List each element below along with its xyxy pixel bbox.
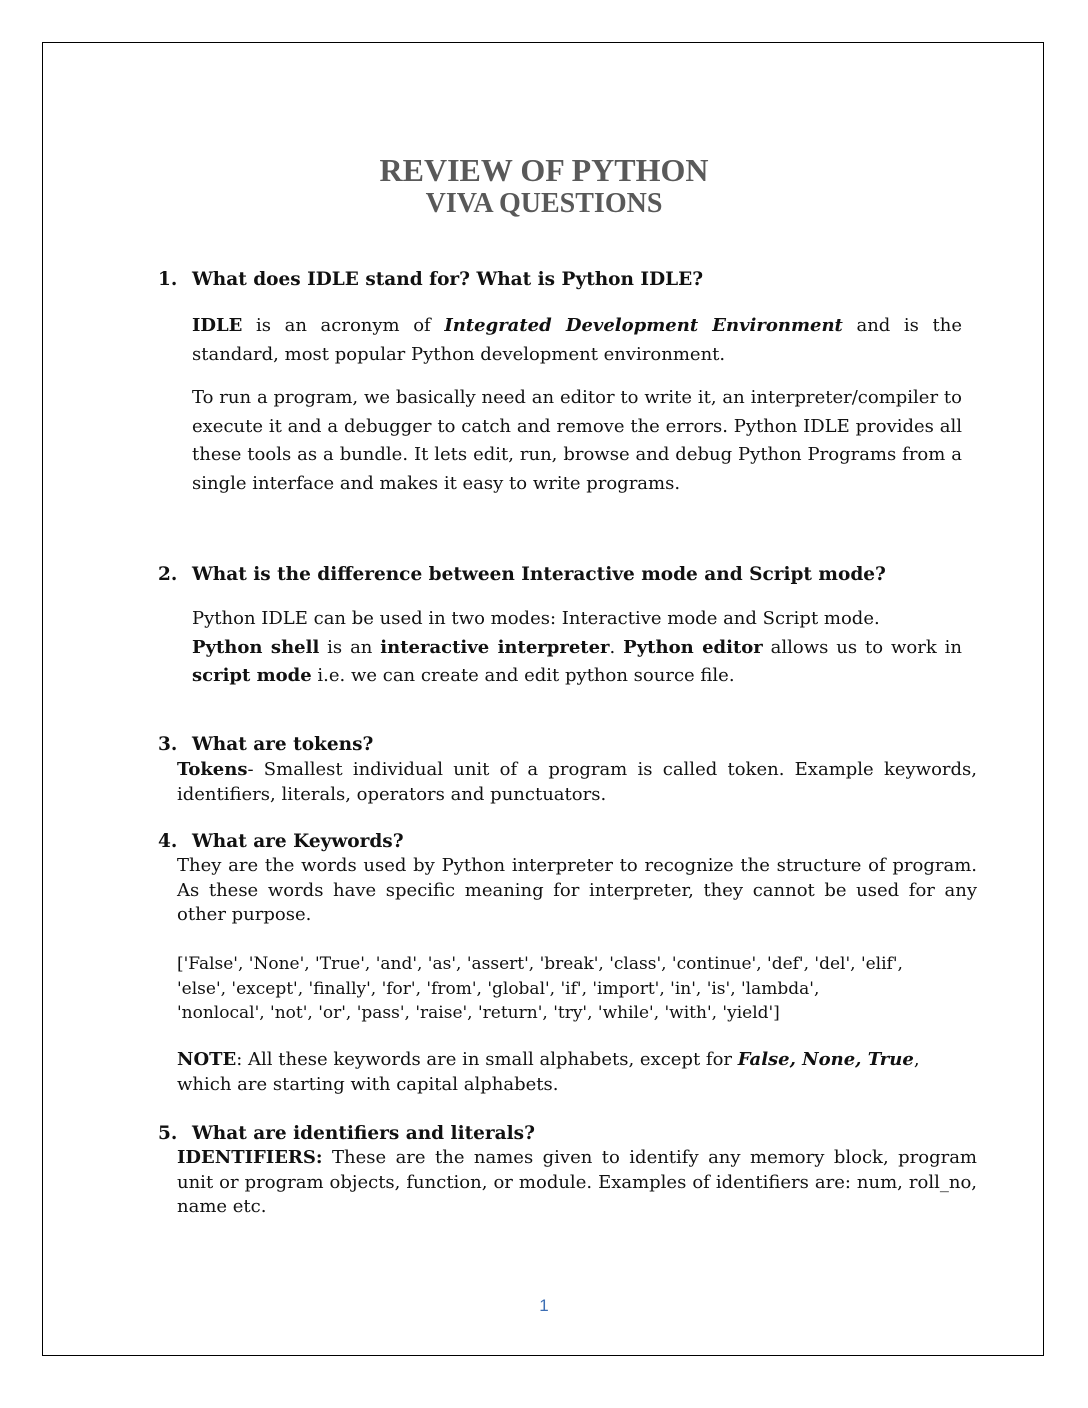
answer-text: - Smallest individual unit of a program is called token. Example keywords, identifiers, literals, operators and punctuators. — [177, 759, 977, 805]
keywords-line: 'else', 'except', 'finally', 'for', 'from', 'global', 'if', 'import', 'in', 'is', 'lambda', — [177, 978, 820, 999]
term-ide: Integrated Development Environment — [444, 315, 843, 336]
question-5-heading — [158, 1122, 535, 1146]
answer-text: . — [609, 636, 624, 658]
answer-text: Python IDLE can be used in two modes: Interactive mode and Script mode. — [192, 608, 880, 629]
question-1-answer-paragraph-1 — [192, 312, 962, 369]
question-number: 2. — [158, 564, 178, 585]
question-4-answer: They are the words used by Python interpreter to recognize the structure of program. As these words have specific meaning for interpreter, they cannot be used for any other purpose. — [177, 855, 977, 925]
term-tokens: Tokens — [177, 759, 248, 780]
term-python-shell: Python shell — [192, 636, 320, 658]
keywords-line: ['False', 'None', 'True', 'and', 'as', 'assert', 'break', 'class', 'continue', 'def', 'del', 'elif', — [177, 954, 903, 974]
question-1-answer-paragraph-2: To run a program, we basically need an editor to write it, an interpreter/compiler to execute it and a debugger to catch and remove the errors. Python IDLE provides all these tools as a bundle. It lets edit, run, browse and debug Python Programs from a single interface and makes it easy to write programs. — [192, 387, 962, 494]
question-text: What are tokens? — [192, 734, 374, 755]
answer-text: is an — [319, 636, 381, 658]
note-capital-keywords: False, None, True — [737, 1049, 914, 1070]
question-text: What is the difference between Interactive mode and Script mode? — [192, 564, 886, 585]
keywords-line: 'nonlocal', 'not', 'or', 'pass', 'raise', 'return', 'try', 'while', 'with', 'yield'] — [177, 1003, 780, 1023]
question-number: 5. — [158, 1123, 178, 1144]
keywords-list — [177, 952, 977, 1026]
answer-text: allows us to work in — [762, 636, 962, 658]
answer-text: These are the names given to identify any memory block, program unit or program objects, function, or module. Examples of identifiers are: num, roll_no, name etc. — [177, 1147, 977, 1217]
term-script-mode: script mode — [192, 665, 312, 686]
question-number: 3. — [158, 734, 178, 755]
document-subtitle: VIVA QUESTIONS — [425, 188, 663, 219]
term-identifiers: IDENTIFIERS: — [177, 1147, 323, 1168]
keywords-note — [177, 1048, 977, 1097]
question-text: What are Keywords? — [192, 831, 404, 852]
question-number: 1. — [158, 269, 178, 290]
question-text: What does IDLE stand for? What is Python IDLE? — [192, 269, 704, 290]
question-1-heading — [158, 268, 703, 292]
question-5-answer — [177, 1146, 977, 1220]
question-3-heading — [158, 733, 373, 757]
note-text: : All these keywords are in small alphabets, except for — [236, 1049, 738, 1070]
note-label: NOTE — [177, 1049, 237, 1070]
question-text: What are identifiers and literals? — [192, 1123, 535, 1144]
term-python-editor: Python editor — [623, 636, 763, 658]
note-text: , — [913, 1049, 920, 1070]
question-4-heading — [158, 830, 404, 854]
question-number: 4. — [158, 831, 178, 852]
term-idle: IDLE — [192, 315, 243, 336]
answer-text: i.e. we can create and edit python source file. — [311, 665, 735, 686]
note-text: which are starting with capital alphabets. — [177, 1073, 559, 1095]
page-number: 1 — [539, 1296, 549, 1315]
answer-text: is an acronym of — [242, 315, 445, 336]
question-2-answer — [192, 605, 962, 691]
document-title: REVIEW OF PYTHON — [379, 152, 709, 188]
answer-text: and is the standard, most popular Python development environment. — [192, 315, 963, 365]
term-interactive-interpreter: interactive interpreter — [380, 636, 610, 658]
question-3-answer — [177, 758, 977, 807]
question-2-heading — [158, 563, 886, 587]
